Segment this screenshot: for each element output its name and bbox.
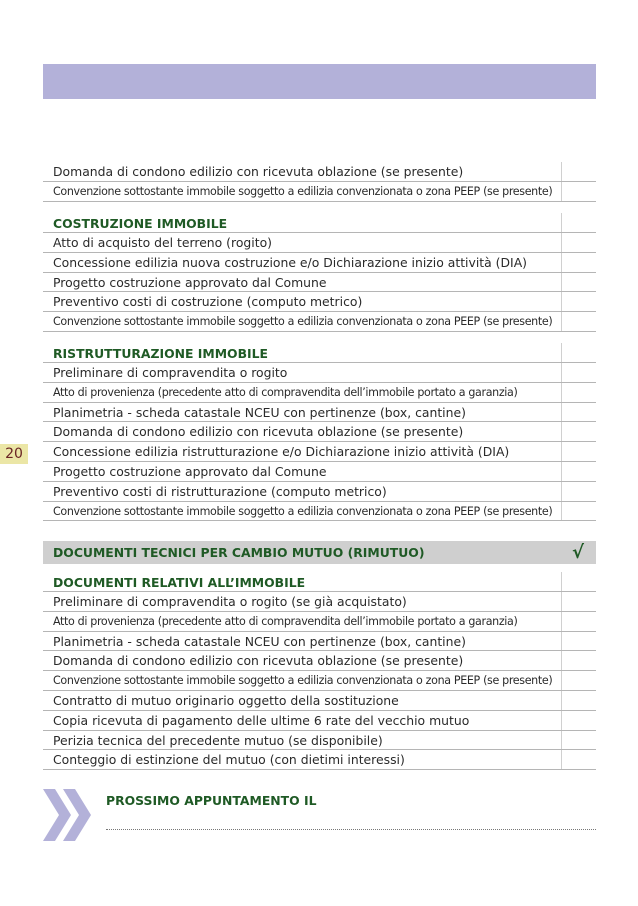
- section-title: DOCUMENTI RELATIVI ALL’IMMOBILE: [43, 572, 596, 592]
- checklist-row: Domanda di condono edilizio con ricevuta oblazione (se presente): [43, 162, 596, 182]
- checklist-row: Preliminare di compravendita o rogito: [43, 363, 596, 383]
- checklist-row: Domanda di condono edilizio con ricevuta oblazione (se presente): [43, 651, 596, 671]
- checklist-row: Conteggio di estinzione del mutuo (con dietimi interessi): [43, 750, 596, 770]
- costruzione-section: [43, 213, 596, 332]
- intro-block: [43, 162, 596, 202]
- checklist-row: Domanda di condono edilizio con ricevuta oblazione (se presente): [43, 422, 596, 442]
- section-title: RISTRUTTURAZIONE IMMOBILE: [43, 343, 596, 363]
- checklist-row: Concessione edilizia ristrutturazione e/o Dichiarazione inizio attività (DIA): [43, 442, 596, 462]
- checklist-row: Copia ricevuta di pagamento delle ultime 6 rate del vecchio mutuo: [43, 711, 596, 731]
- checklist-row: Progetto costruzione approvato dal Comune: [43, 273, 596, 293]
- section-title: COSTRUZIONE IMMOBILE: [43, 213, 596, 233]
- ristrutturazione-section: [43, 343, 596, 521]
- checklist-row: Atto di provenienza (precedente atto di compravendita dell’immobile portato a garanzia): [43, 383, 596, 403]
- appointment-dotted-line: [106, 829, 596, 830]
- checklist-row: Planimetria - scheda catastale NCEU con pertinenze (box, cantine): [43, 632, 596, 652]
- checklist-row: Atto di provenienza (precedente atto di compravendita dell’immobile portato a garanzia): [43, 612, 596, 632]
- checklist-row: Concessione edilizia nuova costruzione e/o Dichiarazione inizio attività (DIA): [43, 253, 596, 273]
- checklist-row: Contratto di mutuo originario oggetto della sostituzione: [43, 691, 596, 711]
- checkmark-icon: √: [571, 542, 584, 563]
- checklist-row: Preventivo costi di costruzione (computo metrico): [43, 292, 596, 312]
- checklist-row: Convenzione sottostante immobile soggetto a edilizia convenzionata o zona PEEP (se presente): [43, 312, 596, 332]
- checklist-row: Progetto costruzione approvato dal Comune: [43, 462, 596, 482]
- page-number: 20: [0, 444, 28, 464]
- checklist-row: Convenzione sottostante immobile soggetto a edilizia convenzionata o zona PEEP (se presente): [43, 671, 596, 691]
- checklist-row: Convenzione sottostante immobile soggetto a edilizia convenzionata o zona PEEP (se presente): [43, 502, 596, 522]
- checklist-row: Planimetria - scheda catastale NCEU con pertinenze (box, cantine): [43, 403, 596, 423]
- checklist-row: Perizia tecnica del precedente mutuo (se disponibile): [43, 731, 596, 751]
- checklist-row: Convenzione sottostante immobile soggetto a edilizia convenzionata o zona PEEP (se presente): [43, 182, 596, 202]
- section-title: DOCUMENTI TECNICI PER CAMBIO MUTUO (RIMUTUO): [53, 545, 425, 560]
- checklist-row: Preliminare di compravendita o rogito (se già acquistato): [43, 592, 596, 612]
- checklist-row: Atto di acquisto del terreno (rogito): [43, 233, 596, 253]
- header-band: [43, 64, 596, 99]
- double-chevron-icon: [43, 789, 99, 841]
- tecnici-section-header: [43, 541, 596, 564]
- checklist-row: Preventivo costi di ristrutturazione (computo metrico): [43, 482, 596, 502]
- next-appointment-label: PROSSIMO APPUNTAMENTO IL: [106, 793, 317, 808]
- immobile-section: [43, 572, 596, 770]
